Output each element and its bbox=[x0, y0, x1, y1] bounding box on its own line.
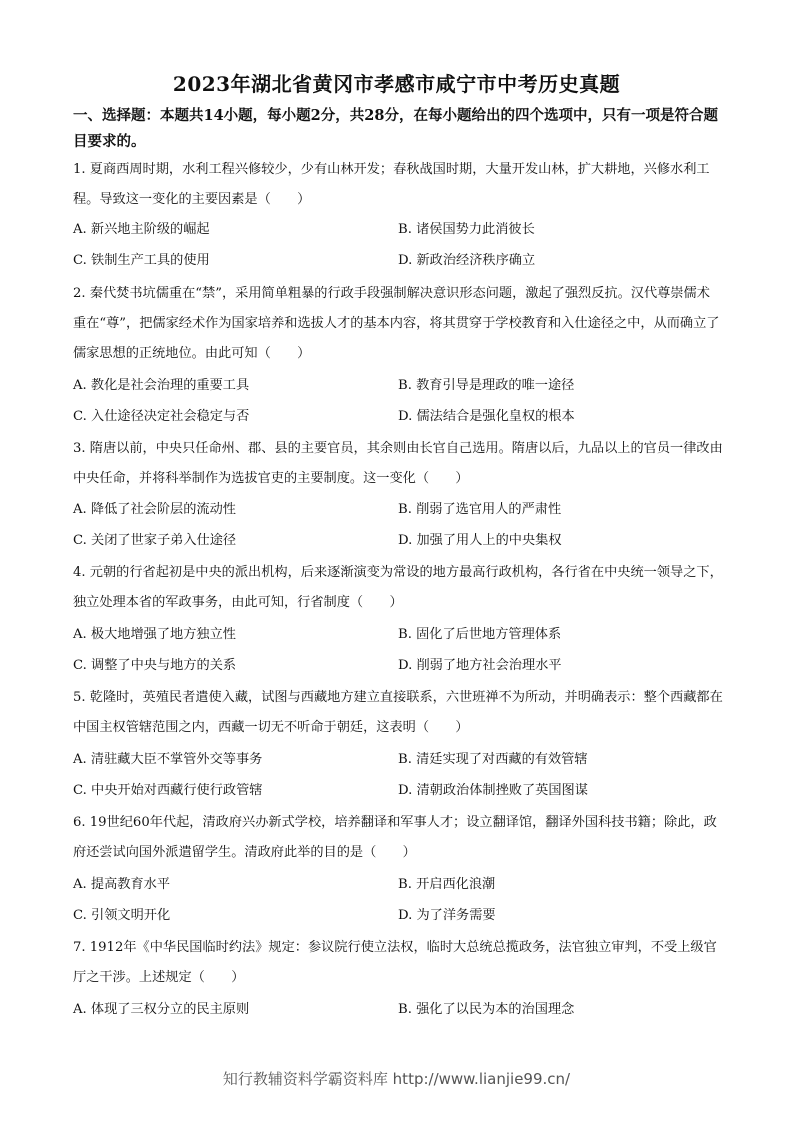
option-5c: C. 中央开始对西藏行使行政管辖 bbox=[73, 782, 263, 798]
option-5d: D. 清朝政治体制挫败了英国图谋 bbox=[398, 782, 588, 798]
option-2b: B. 教育引导是理政的唯一途径 bbox=[398, 378, 575, 393]
question-options-3 bbox=[73, 495, 723, 556]
question-stem-7: 7. 1912年《中华民国临时约法》规定：参议院行使立法权，临时大总统总揽政务，法官独立审判，不受上级官厅之干涉。上述规定（ ） bbox=[73, 940, 717, 985]
question-options-4 bbox=[73, 620, 723, 681]
question-options-7 bbox=[73, 995, 723, 1026]
option-3c: C. 关闭了世家子弟入仕途径 bbox=[73, 532, 237, 548]
question-options-6 bbox=[73, 870, 723, 931]
option-4a: A. 极大地增强了地方独立性 bbox=[73, 627, 236, 642]
option-3a: A. 降低了社会阶层的流动性 bbox=[73, 502, 236, 517]
question-stem-2: 2. 秦代焚书坑儒重在“禁”，采用简单粗暴的行政手段强制解决意识形态问题，激起了强烈反抗。汉代尊崇儒术重在“尊”，把儒家经术作为国家培养和选拔人才的基本内容，将其贯穿于学校教育和入仕途径之中，从而确立了儒家思想的正统地位。由此可知（ ） bbox=[73, 286, 720, 361]
option-6a: A. 提高教育水平 bbox=[73, 877, 171, 892]
option-3d: D. 加强了用人上的中央集权 bbox=[398, 532, 562, 548]
question-stem-3: 3. 隋唐以前，中央只任命州、郡、县的主要官员，其余则由长官自己选用。隋唐以后，九品以上的官员一律改由中央任命，并将科举制作为选拔官吏的主要制度。这一变化（ ） bbox=[73, 441, 723, 486]
option-7a: A. 体现了三权分立的民主原则 bbox=[73, 1002, 250, 1017]
question-options-1 bbox=[73, 215, 723, 276]
option-4c: C. 调整了中央与地方的关系 bbox=[73, 657, 237, 673]
section-header: 一、选择题：本题共14小题，每小题2分，共28分，在每小题给出的四个选项中，只有一项是符合题目要求的。 bbox=[73, 107, 718, 150]
option-1d: D. 新政治经济秩序确立 bbox=[398, 252, 536, 268]
question-options-5 bbox=[73, 745, 723, 806]
footer-watermark: 知行教辅资料学霸资料库 http://www.lianjie99.cn/ bbox=[222, 1070, 571, 1088]
option-5a: A. 清驻藏大臣不掌管外交等事务 bbox=[73, 752, 263, 767]
option-2d: D. 儒法结合是强化皇权的根本 bbox=[398, 408, 575, 424]
question-stem-5: 5. 乾隆时，英殖民者遣使入藏，试图与西藏地方建立直接联系，六世班禅不为所动，并明确表示：整个西藏都在中国主权管辖范围之内，西藏一切无不听命于朝廷，这表明（ ） bbox=[73, 690, 723, 735]
option-1b: B. 诸侯国势力此消彼长 bbox=[398, 222, 535, 237]
option-6c: C. 引领文明开化 bbox=[73, 907, 171, 923]
question-stem-6: 6. 19世纪60年代起，清政府兴办新式学校，培养翻译和军事人才；设立翻译馆，翻译外国科技书籍；除此，政府还尝试向国外派遣留学生。清政府此举的目的是（ ） bbox=[73, 815, 717, 860]
option-6d: D. 为了洋务需要 bbox=[398, 907, 496, 923]
option-4b: B. 固化了后世地方管理体系 bbox=[398, 627, 562, 642]
option-3b: B. 削弱了选官用人的严肃性 bbox=[398, 502, 562, 517]
option-7b: B. 强化了以民为本的治国理念 bbox=[398, 1002, 575, 1017]
question-stem-1: 1. 夏商西周时期，水利工程兴修较少，少有山林开发；春秋战国时期，大量开发山林，扩大耕地，兴修水利工程。导致这一变化的主要因素是（ ） bbox=[73, 162, 710, 207]
option-1a: A. 新兴地主阶级的崛起 bbox=[73, 222, 210, 237]
option-2c: C. 入仕途径决定社会稳定与否 bbox=[73, 408, 250, 424]
option-2a: A. 教化是社会治理的重要工具 bbox=[73, 378, 250, 393]
page-title: 2023年湖北省黄冈市孝感市咸宁市中考历史真题 bbox=[172, 72, 621, 96]
option-6b: B. 开启西化浪潮 bbox=[398, 877, 496, 892]
option-1c: C. 铁制生产工具的使用 bbox=[73, 252, 210, 268]
question-stem-4: 4. 元朝的行省起初是中央的派出机构，后来逐渐演变为常设的地方最高行政机构，各行省在中央统一领导之下，独立处理本省的军政事务，由此可知，行省制度（ ） bbox=[73, 565, 723, 610]
question-options-2 bbox=[73, 371, 723, 432]
option-4d: D. 削弱了地方社会治理水平 bbox=[398, 657, 562, 673]
option-5b: B. 清廷实现了对西藏的有效管辖 bbox=[398, 752, 588, 767]
